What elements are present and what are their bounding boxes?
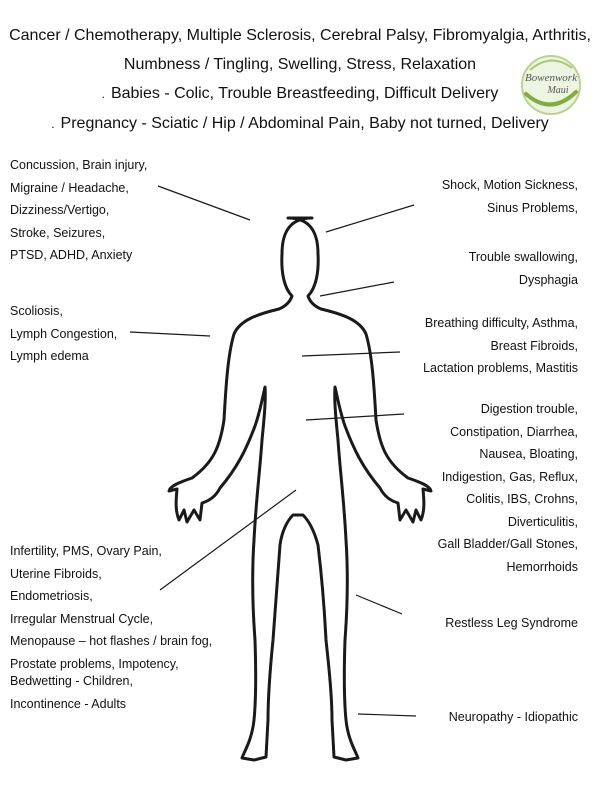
label-line: Diverticulitis, xyxy=(507,514,578,529)
label-line: Bedwetting - Children, xyxy=(10,674,133,688)
label-line: Nausea, Bloating, xyxy=(479,447,578,461)
pointer-line-feet xyxy=(358,714,416,716)
label-line: Restless Leg Syndrome xyxy=(445,616,578,630)
label-legs-conditions xyxy=(445,612,578,635)
label-line: Irregular Menstrual Cycle, xyxy=(10,611,154,626)
label-line: Dysphagia xyxy=(518,272,578,287)
label-line: Breast Fibroids, xyxy=(490,338,578,353)
label-line: Trouble swallowing, xyxy=(468,250,578,264)
label-line: Gall Bladder/Gall Stones, xyxy=(437,537,578,551)
label-line: Prostate problems, Impotency, xyxy=(10,656,179,671)
label-line: Colitis, IBS, Crohns, xyxy=(466,492,578,506)
label-line: Lymph Congestion, xyxy=(10,326,118,341)
header-conditions-line-1: Cancer / Chemotherapy, Multiple Sclerosis, Cerebral Palsy, Fibromyalgia, Arthritis, xyxy=(9,27,591,44)
label-head-conditions xyxy=(10,154,147,267)
pointer-line-throat xyxy=(320,282,394,296)
label-line: Digestion trouble, xyxy=(480,402,578,416)
body-outline xyxy=(169,218,431,760)
label-line: Incontinence - Adults xyxy=(10,696,127,711)
label-bladder-conditions xyxy=(10,670,133,715)
label-line: Constipation, Diarrhea, xyxy=(450,424,578,439)
label-line: Stroke, Seizures, xyxy=(10,225,106,240)
header-conditions-line-2: Numbness / Tingling, Swelling, Stress, Relaxation xyxy=(123,56,477,73)
label-line: Shock, Motion Sickness, xyxy=(441,178,578,192)
label-line: Lymph edema xyxy=(10,349,89,363)
label-line: Dizziness/Vertigo, xyxy=(10,203,110,217)
label-face-conditions xyxy=(442,174,578,219)
pointer-line-face xyxy=(326,205,414,232)
bullet-dot: . xyxy=(51,117,55,131)
pointer-line-back xyxy=(130,332,210,336)
pointer-line-head xyxy=(158,186,250,220)
logo-line-2: Maui xyxy=(547,85,569,96)
label-chest-conditions xyxy=(423,312,578,380)
label-line: Menopause – hot flashes / brain fog, xyxy=(10,634,213,648)
label-line: Breathing difficulty, Asthma, xyxy=(424,316,578,330)
bullet-dot: . xyxy=(101,87,105,101)
label-line: Uterine Fibroids, xyxy=(10,566,102,581)
label-line: Concussion, Brain injury, xyxy=(10,158,148,172)
logo-line-1: Bowenwork xyxy=(525,72,577,84)
label-line: Neuropathy - Idiopathic xyxy=(448,710,578,724)
label-line: Lactation problems, Mastitis xyxy=(423,361,578,375)
label-line: Scoliosis, xyxy=(10,304,63,318)
label-line: Indigestion, Gas, Reflux, xyxy=(441,469,578,484)
header-babies-text: Babies - Colic, Trouble Breastfeeding, Difficult Delivery xyxy=(110,85,499,102)
pointer-line-chest xyxy=(302,352,400,356)
header-pregnancy-text: Pregnancy - Sciatic / Hip / Abdominal Pain, Baby not turned, Delivery xyxy=(60,115,549,132)
label-line: Infertility, PMS, Ovary Pain, xyxy=(10,544,162,558)
label-line: Sinus Problems, xyxy=(486,200,578,215)
label-pelvic-conditions xyxy=(10,540,212,675)
pointer-line-legs xyxy=(356,595,402,614)
pointer-line-digestion xyxy=(306,414,404,420)
label-feet-conditions xyxy=(449,706,578,729)
label-digestion-conditions xyxy=(438,398,578,578)
label-throat-conditions xyxy=(469,246,578,291)
label-line: PTSD, ADHD, Anxiety xyxy=(10,248,133,262)
label-line: Migraine / Headache, xyxy=(10,180,129,195)
label-line: Hemorrhoids xyxy=(506,559,578,574)
label-line: Endometriosis, xyxy=(10,589,93,603)
label-back-conditions xyxy=(10,300,117,368)
